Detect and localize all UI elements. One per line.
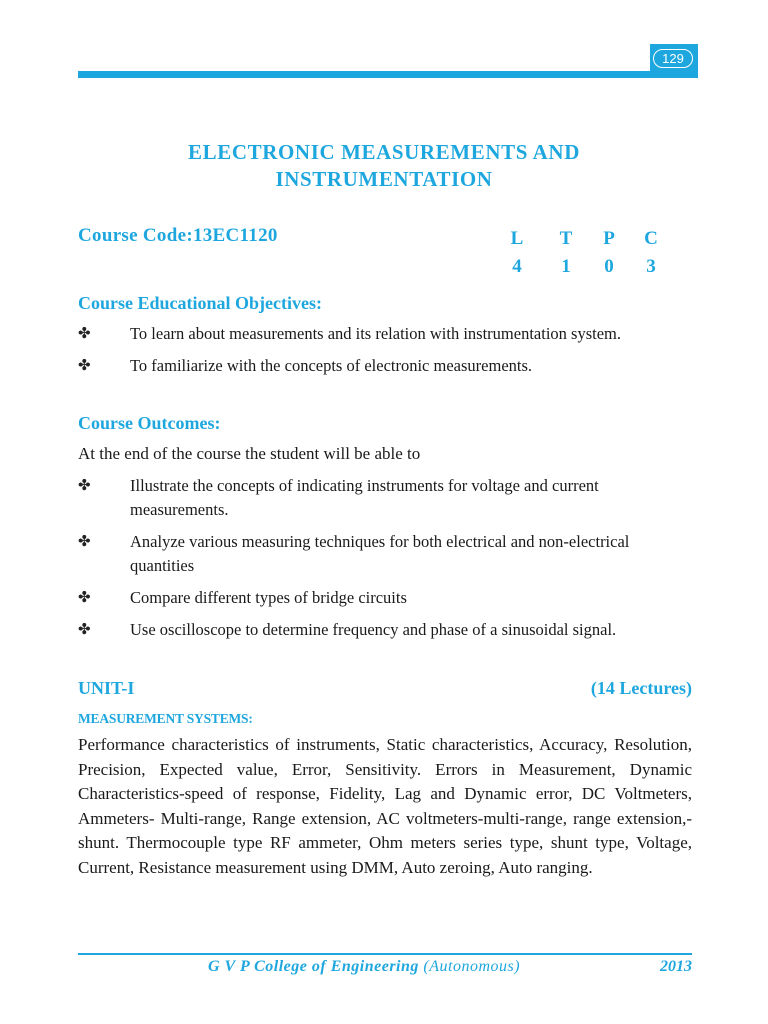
list-item-text: Use oscilloscope to determine frequency and phase of a sinusoidal signal. xyxy=(130,620,617,639)
page-number: 129 xyxy=(653,49,693,68)
footer-college xyxy=(208,958,520,976)
ltpc-header: L xyxy=(510,228,524,249)
ltpc-header: P xyxy=(603,228,615,249)
four-petal-cross-icon: ✤ xyxy=(78,326,91,342)
ltpc-value: 3 xyxy=(646,256,656,277)
ltpc-header: T xyxy=(559,228,573,249)
list-item xyxy=(78,474,692,522)
unit-lectures: (14 Lectures) xyxy=(590,678,692,698)
header-rule xyxy=(78,71,698,78)
unit-body: Performance characteristics of instruments, Static characteristics, Accuracy, Resolution, Precision, Expected value, Error, Sensitivity. Errors in Measurement, Dynamic Characteristics-speed of response, Fidelity, Lag and Dynamic error, DC Voltmeters, Ammeters- Multi-range, Range extension, AC voltmeters-multi-range, range extension,-shunt. Thermocouple type RF ammeter, Ohm meters series type, shunt type, Voltage, Current, Resistance measurement using DMM, Auto zeroing, Auto ranging. xyxy=(78,735,692,877)
outcomes-intro: At the end of the course the student will be able to xyxy=(78,444,421,463)
outcomes-heading: Course Outcomes: xyxy=(78,413,221,433)
autonomous-label: (Autonomous) xyxy=(423,958,521,975)
list-item xyxy=(78,618,692,642)
title-line-1: ELECTRONIC MEASUREMENTS AND xyxy=(188,140,580,164)
ltpc-column-l xyxy=(507,225,527,281)
ltpc-value: 1 xyxy=(561,256,571,277)
four-petal-cross-icon: ✤ xyxy=(78,590,91,606)
outcomes-list xyxy=(78,474,692,642)
list-item-text: To learn about measurements and its relation with instrumentation system. xyxy=(130,324,621,343)
college-name: G V P College of Engineering xyxy=(208,958,419,975)
four-petal-cross-icon: ✤ xyxy=(78,478,91,494)
objectives-heading: Course Educational Objectives: xyxy=(78,293,322,313)
four-petal-cross-icon: ✤ xyxy=(78,358,91,374)
objectives-list xyxy=(78,322,692,378)
unit-header xyxy=(78,678,692,699)
document-title xyxy=(78,139,690,193)
footer-rule xyxy=(78,953,692,955)
ltpc-column-p xyxy=(599,225,619,281)
list-item-text: Analyze various measuring techniques for both electrical and non-electrical quantities xyxy=(130,532,630,575)
list-item xyxy=(78,322,692,346)
ltpc-value: 4 xyxy=(512,256,522,277)
footer-year: 2013 xyxy=(660,958,692,975)
ltpc-value: 0 xyxy=(604,256,614,277)
unit-title: UNIT-I xyxy=(78,678,135,698)
list-item-text: Compare different types of bridge circuits xyxy=(130,588,407,607)
list-item-text: Illustrate the concepts of indicating instruments for voltage and current measurements. xyxy=(130,476,599,519)
four-petal-cross-icon: ✤ xyxy=(78,622,91,638)
list-item xyxy=(78,586,692,610)
ltpc-column-t xyxy=(556,225,576,281)
four-petal-cross-icon: ✤ xyxy=(78,534,91,550)
unit-subheading: MEASUREMENT SYSTEMS: xyxy=(78,711,253,726)
list-item xyxy=(78,530,692,578)
title-line-2: INSTRUMENTATION xyxy=(275,167,493,191)
course-code: Course Code:13EC1120 xyxy=(78,225,278,246)
list-item-text: To familiarize with the concepts of electronic measurements. xyxy=(130,356,533,375)
ltpc-header: C xyxy=(644,228,658,249)
ltpc-column-c xyxy=(641,225,661,281)
list-item xyxy=(78,354,692,378)
